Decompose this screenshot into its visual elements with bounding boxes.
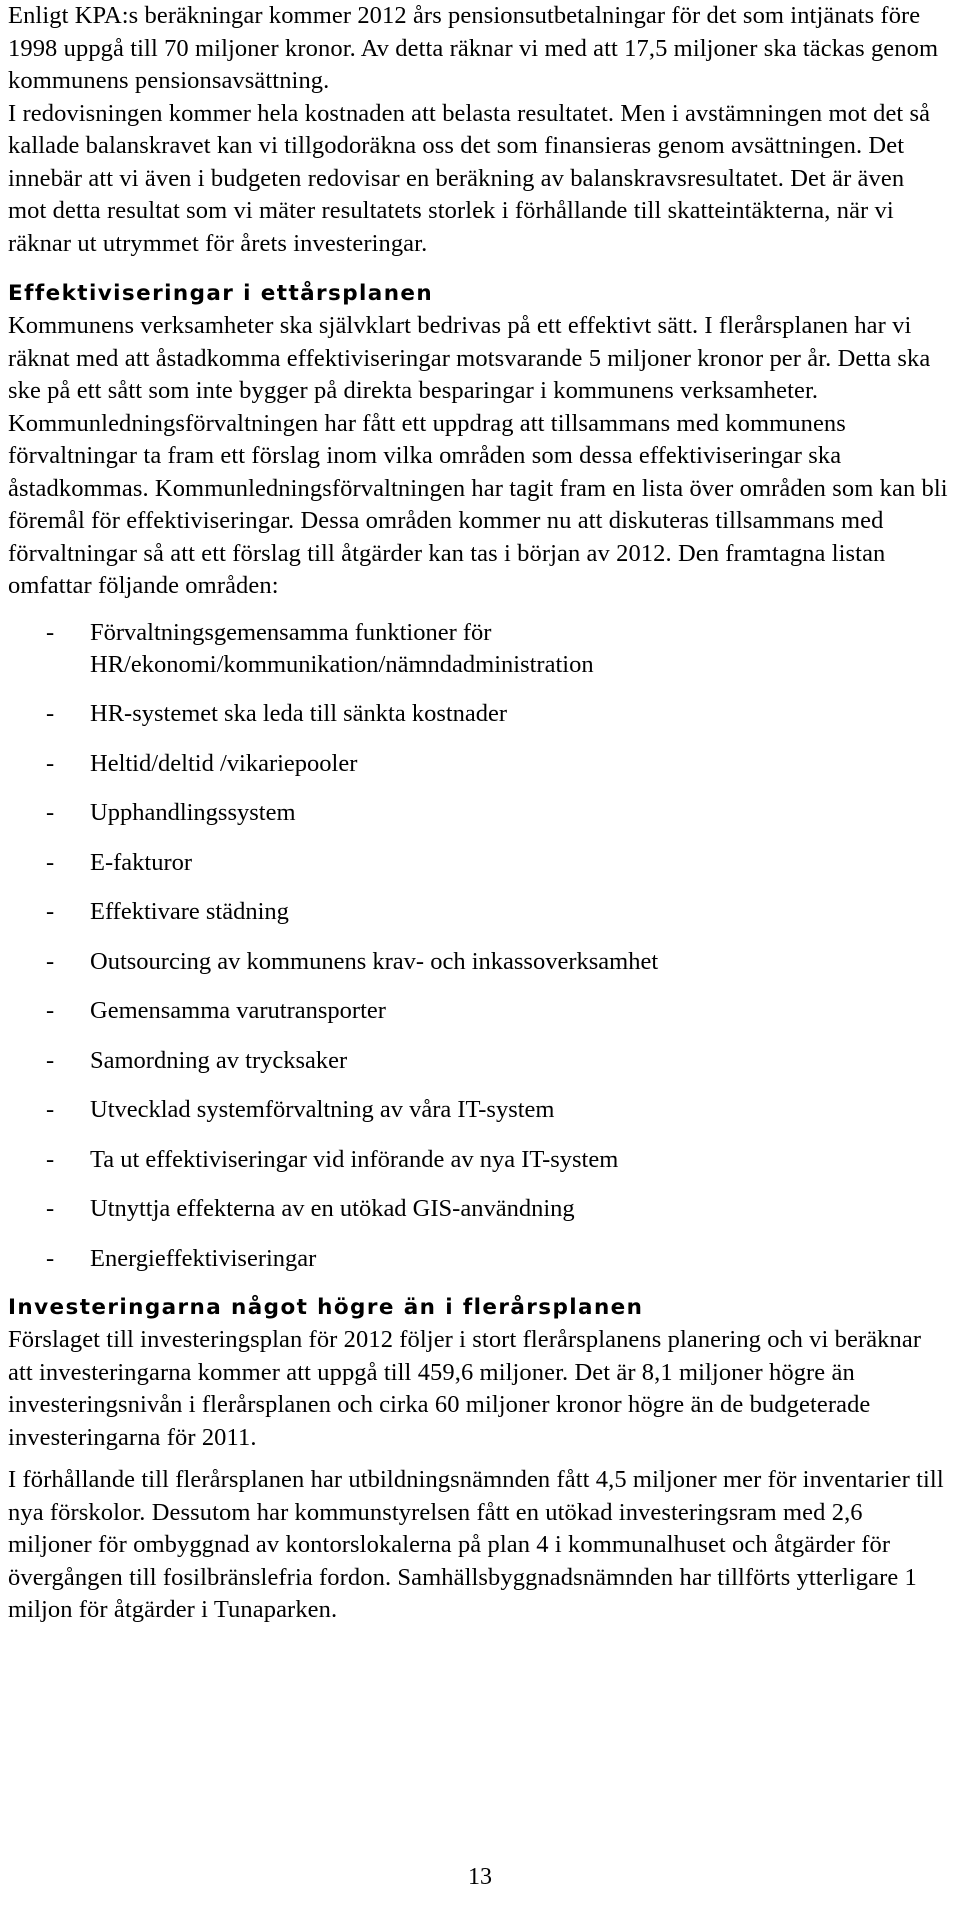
list-item-text: Upphandlingssystem xyxy=(90,799,296,826)
list-item-text: Gemensamma varutransporter xyxy=(90,997,386,1024)
list-dash: - xyxy=(46,1244,55,1272)
list-item xyxy=(8,1094,948,1126)
list-dash: - xyxy=(46,1145,55,1173)
list-item-text: Heltid/deltid /vikariepooler xyxy=(90,749,358,777)
paragraph-accounting: I redovisningen kommer hela kostnaden att belasta resultatet. Men i avstämningen mot det så kallade balanskravet kan vi tillgodoräkna oss det som finansieras genom avsättningen. Det innebär att vi även i budgeten redovisar en beräkning av balanskravsresultatet. Det är även mot detta resultat som vi mäter resultatets storlek i förhållande till skatteintäkterna, när vi räknar ut utrymmet för årets investeringar. xyxy=(8,99,931,257)
list-item xyxy=(8,1144,948,1176)
list-item xyxy=(8,946,948,978)
list-dash: - xyxy=(46,1096,55,1123)
list-dash: - xyxy=(46,848,55,876)
list-item-text: Utvecklad systemförvaltning av våra IT-system xyxy=(90,1096,555,1123)
list-item-text: Förvaltningsgemensamma funktioner för HR/ekonomi/kommunikation/nämndadministration xyxy=(90,618,594,678)
list-item xyxy=(8,995,948,1027)
list-item-text: HR-systemet ska leda till sänkta kostnader xyxy=(90,700,508,727)
list-item-text: Ta ut effektiviseringar vid införande av nya IT-system xyxy=(90,1145,619,1173)
list-dash: - xyxy=(46,1195,55,1222)
list-dash: - xyxy=(46,618,55,646)
list-dash: - xyxy=(46,700,55,727)
list-dash: - xyxy=(46,997,55,1024)
paragraph-investment-plan: Förslaget till investeringsplan för 2012 följer i stort flerårsplanens planering och vi beräknar att investeringarna kommer att uppgå till 459,6 miljoner. Det är 8,1 miljoner högre än investeringsnivån i flerårsplanen och cirka 60 miljoner kronor högre än de budgeterade investeringarna för 2011. xyxy=(8,1326,922,1451)
list-dash: - xyxy=(46,947,55,975)
heading-investments: Investeringarna något högre än i flerårsplanen xyxy=(8,1295,644,1320)
list-dash: - xyxy=(46,799,55,826)
list-item-text: E-fakturor xyxy=(90,848,193,876)
list-item-text: Outsourcing av kommunens krav- och inkassoverksamhet xyxy=(90,947,659,975)
page-number: 13 xyxy=(468,1864,492,1890)
list-item xyxy=(8,748,948,780)
list-dash: - xyxy=(46,1046,55,1074)
list-item xyxy=(8,797,948,829)
paragraph-pension-payments: Enligt KPA:s beräkningar kommer 2012 års pensionsutbetalningar för det som intjänats före 1998 uppgå till 70 miljoner kronor. Av detta räknar vi med att 17,5 miljoner ska täckas genom kommunens pensionsavsättning. xyxy=(8,2,939,94)
list-item xyxy=(8,698,948,730)
list-dash: - xyxy=(46,749,55,777)
paragraph-efficiency: Kommunens verksamheter ska självklart bedrivas på ett effektivt sätt. I flerårsplanen har vi räknat med att åstadkomma effektiviseringar motsvarande 5 miljoner kronor per år. Detta ska ske på ett sått som inte bygger på direkta besparingar i kommunens verksamheter. Kommunledningsförvaltningen har fått ett uppdrag att tillsammans med kommunens förvaltningar ta fram ett förslag inom vilka områden som dessa effektiviseringar ska åstadkommas. Kommunledningsförvaltningen har tagit fram en lista över områden som kan bli föremål för effektiviseringar. Dessa områden kommer nu att diskuteras tillsammans med förvaltningar så att ett förslag till åtgärder kan tas i början av 2012. Den framtagna listan omfattar följande områden: xyxy=(8,312,948,599)
list-dash: - xyxy=(46,898,55,925)
list-item xyxy=(8,1243,948,1275)
paragraph-investment-changes: I förhållande till flerårsplanen har utbildningsnämnden fått 4,5 miljoner mer för inventarier till nya förskolor. Dessutom har kommunstyrelsen fått en utökad investeringsram med 2,6 miljoner för ombyggnad av kontorslokalerna på plan 4 i kommunalhuset och åtgärder för övergången till fosilbränslefria fordon. Samhällsbyggnadsnämnden har tillförts ytterligare 1 miljon för åtgärder i Tunaparken. xyxy=(8,1466,944,1623)
list-item xyxy=(8,896,948,928)
list-item-text: Utnyttja effekterna av en utökad GIS-användning xyxy=(90,1195,575,1222)
document-page xyxy=(8,0,948,1627)
list-item xyxy=(8,847,948,879)
list-item-text: Effektivare städning xyxy=(90,898,289,925)
list-item xyxy=(8,1045,948,1077)
list-item-text: Samordning av trycksaker xyxy=(90,1046,348,1074)
list-item-text: Energieffektiviseringar xyxy=(90,1244,317,1272)
efficiency-areas-list xyxy=(8,617,948,1275)
list-item xyxy=(8,617,948,681)
heading-efficiency: Effektiviseringar i ettårsplanen xyxy=(8,281,434,306)
list-item xyxy=(8,1193,948,1225)
